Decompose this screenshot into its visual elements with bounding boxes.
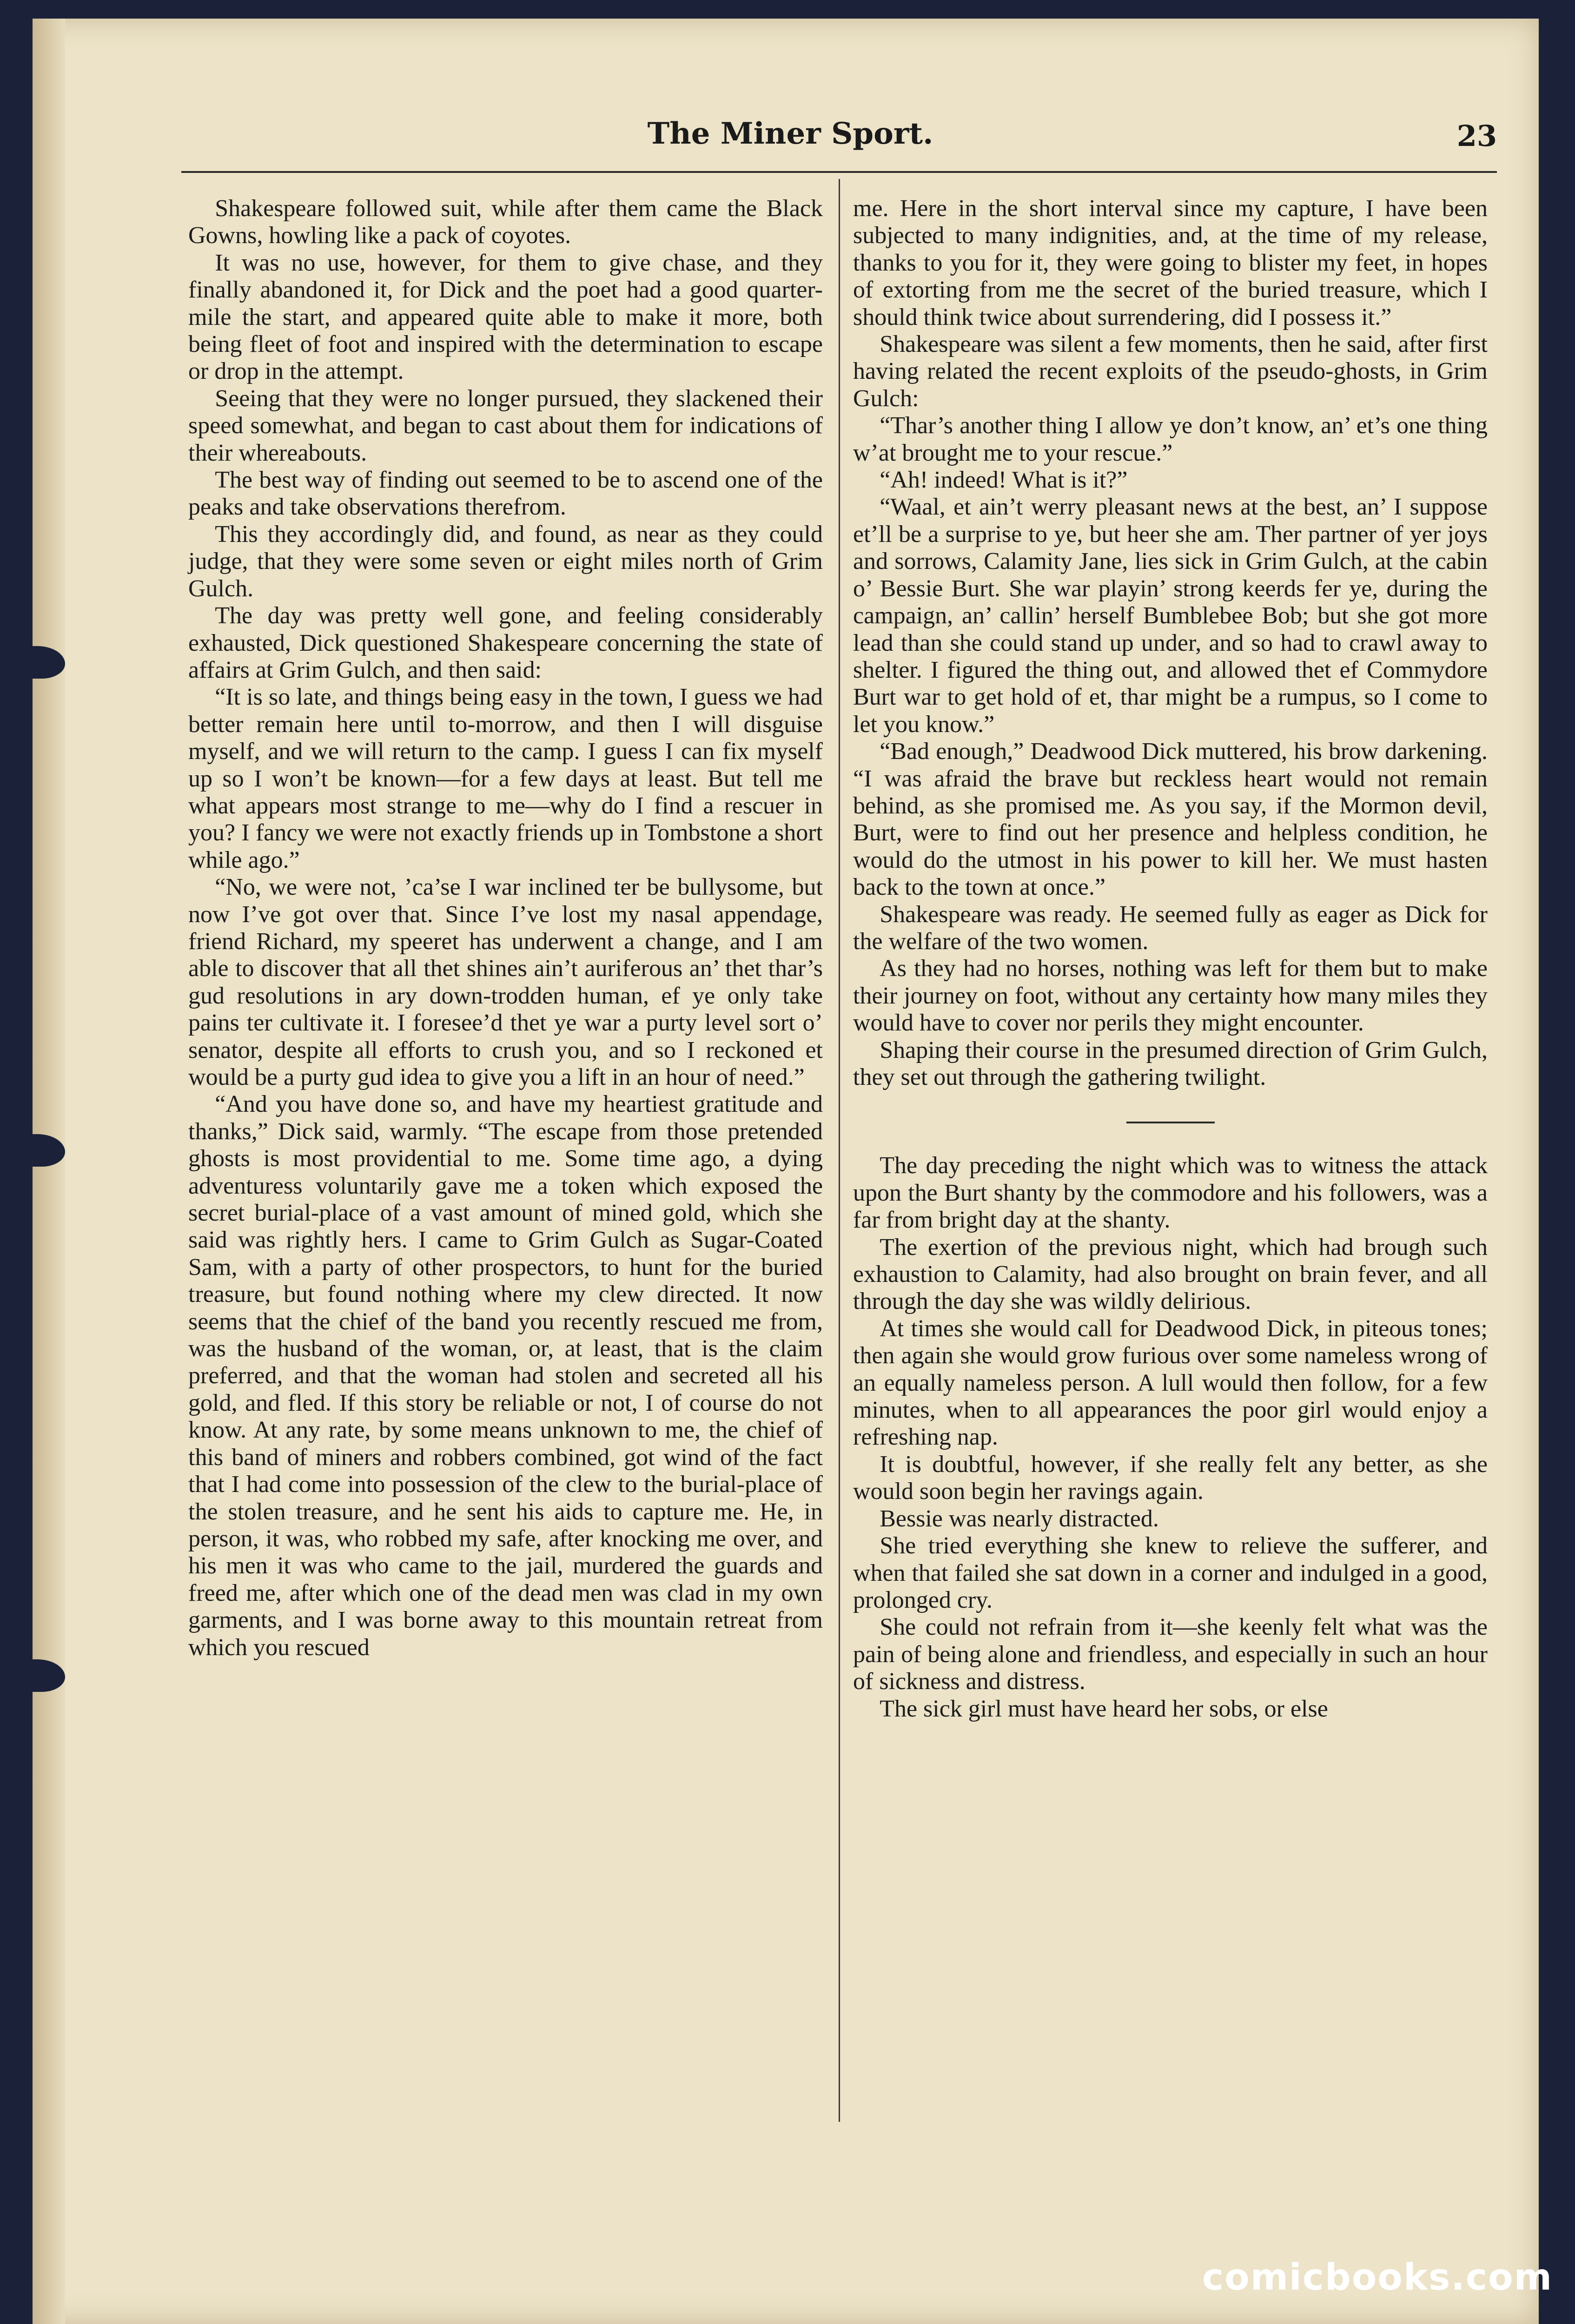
paragraph: Shakespeare was ready. He seemed fully as eager as Dick for the welfare of the two women. [853,901,1488,955]
right-column [853,195,1488,1723]
paragraph: “Bad enough,” Deadwood Dick muttered, his brow darkening. “I was afraid the brave but reckless heart would not remain behind, as she promised me. As you say, if the Mormon devil, Burt, were to find out her presence and helpless condition, he would do the utmost in his power to kill her. We must hasten back to the town at once.” [853,738,1488,901]
paragraph: “Waal, et ain’t werry pleasant news at the best, an’ I suppose et’ll be a surprise to ye, but heer she am. Ther partner of yer joys and sorrows, Calamity Jane, lies sick in Grim Gulch, at the cabin o’ Bessie Burt. She war playin’ strong keerds fer ye, during the campaign, an’ callin’ herself Bumblebee Bob; but she got more lead than she could stand up under, and so had to crawl away to shelter. I figured the thing out, and allowed thet ef Commydore Burt war to get hold of et, thar might be a rumpus, so I come to let you know.” [853,494,1488,738]
paragraph: “Ah! indeed! What is it?” [880,467,1128,494]
paragraph: Shaping their course in the presumed direction of Grim Gulch, they set out through the gathering twilight. [853,1037,1488,1090]
paragraph: She could not refrain from it—she keenly felt what was the pain of being alone and friendless, and especially in such an hour of sickness and distress. [853,1614,1488,1695]
paragraph: Shakespeare was silent a few moments, then he said, after first having related the recent exploits of the pseudo-ghosts, in Grim Gulch: [853,331,1488,412]
paragraph: “It is so late, and things being easy in the town, I guess we had better remain here until to-morrow, and then I will disguise myself, and we will return to the camp. I guess I can fix myself up so I won’t be known—for a few days at least. But tell me what appears most strange to me—why do I find a rescuer in you? I fancy we were not exactly friends up in Tombstone a short while ago.” [188,684,823,873]
paragraph: The day preceding the night which was to witness the attack upon the Burt shanty by the commodore and his followers, was a far from bright day at the shanty. [853,1152,1488,1234]
paragraph: Bessie was nearly distracted. [880,1505,1159,1532]
paragraph: It is doubtful, however, if she really felt any better, as she would soon begin her ravings again. [853,1451,1488,1505]
paragraph: It was no use, however, for them to give chase, and they finally abandoned it, for Dick and the poet had a good quarter-mile the start, and appeared quite able to make it more, both being fleet of foot and inspired with the determination to escape or drop in the attempt. [188,249,823,385]
column-divider [839,179,840,2122]
paragraph: The exertion of the previous night, which had brough such exhaustion to Calamity, had also brought on brain fever, and all through the day she was wildly delirious. [853,1234,1488,1315]
paragraph: The sick girl must have heard her sobs, or else [880,1695,1328,1722]
paragraph: “And you have done so, and have my heartiest gratitude and thanks,” Dick said, warmly. “The escape from those pretended ghosts is most providential to me. Some time ago, a dying adventuress voluntarily gave me a token which exposed the secret burial-place of a vast amount of mined gold, which she said was rightly hers. I came to Grim Gulch as Sugar-Coated Sam, with a party of other prospectors, to hunt for the buried treasure, but found nothing where my clew directed. It now seems that the chief of the band you recently rescued me from, was the husband of the woman, or, at least, that is the claim preferred, and that the woman had stolen and secreted all his gold, and fled. If this story be reliable or not, I of course do not know. At any rate, by some means unknown to me, the chief of this band of miners and robbers combined, got wind of the fact that I had come into possession of the clew to the burial-place of the stolen treasure, and he sent his aids to capture me. He, in person, it was, who robbed my safe, after knocking me over, and his men it was who came to the jail, murdered the guards and freed me, after which one of the dead men was clad in my own garments, and I was borne away to this mountain retreat from which you rescued [188,1091,823,1661]
paragraph: At times she would call for Deadwood Dick, in piteous tones; then again she would grow furious over some nameless wrong of an equally nameless person. A lull would then follow, for a few minutes, when to all appearances the poor girl would enjoy a refreshing nap. [853,1315,1488,1451]
running-head: The Miner Sport. [647,116,933,151]
section-break-rule [1126,1122,1215,1123]
paragraph: She tried everything she knew to relieve the sufferer, and when that failed she sat down in a corner and indulged in a good, prolonged cry. [853,1532,1488,1613]
paragraph: Shakespeare followed suit, while after them came the Black Gowns, howling like a pack of coyotes. [188,195,823,249]
paragraph: me. Here in the short interval since my capture, I have been subjected to many indignities, and, at the time of my release, thanks to you for it, they were going to blister my feet, in hopes of extorting from me the secret of the buried treasure, which I should think twice about surrendering, did I possess it.” [853,195,1488,330]
paragraph: Seeing that they were no longer pursued, they slackened their speed somewhat, and began to cast about them for indications of their whereabouts. [188,385,823,466]
paragraph: As they had no horses, nothing was left for them but to make their journey on foot, without any certainty how many miles they would have to cover nor perils they might encounter. [853,955,1488,1037]
paragraph: The best way of finding out seemed to be to ascend one of the peaks and take observations therefrom. [188,467,823,521]
paragraph: “No, we were not, ’ca’se I war inclined ter be bullysome, but now I’ve got over that. Since I’ve lost my nasal appendage, friend Richard, my speeret has underwent a change, and I am able to discover that all thet shines ain’t auriferous an’ thet thar’s gud resolutions in ary down-trodden human, ef ye only take pains ter cultivate it. I foresee’d thet ye war a purty level sort o’ senator, despite all efforts to crush you, and so I reckoned et would be a purty gud idea to give you a lift in an hour of need.” [188,874,823,1090]
binding-gutter [33,19,65,2324]
site-watermark: comicbooks.com [1202,2257,1553,2298]
paragraph: The day was pretty well gone, and feeling considerably exhausted, Dick questioned Shakespeare concerning the state of affairs at Grim Gulch, and then said: [188,602,823,683]
page-number: 23 [1456,119,1497,153]
paragraph: “Thar’s another thing I allow ye don’t know, an’ et’s one thing w’at brought me to your rescue.” [853,412,1488,466]
paragraph: This they accordingly did, and found, as near as they could judge, that they were some seven or eight miles north of Grim Gulch. [188,521,823,602]
left-column [188,195,823,1661]
header-rule [181,171,1497,173]
